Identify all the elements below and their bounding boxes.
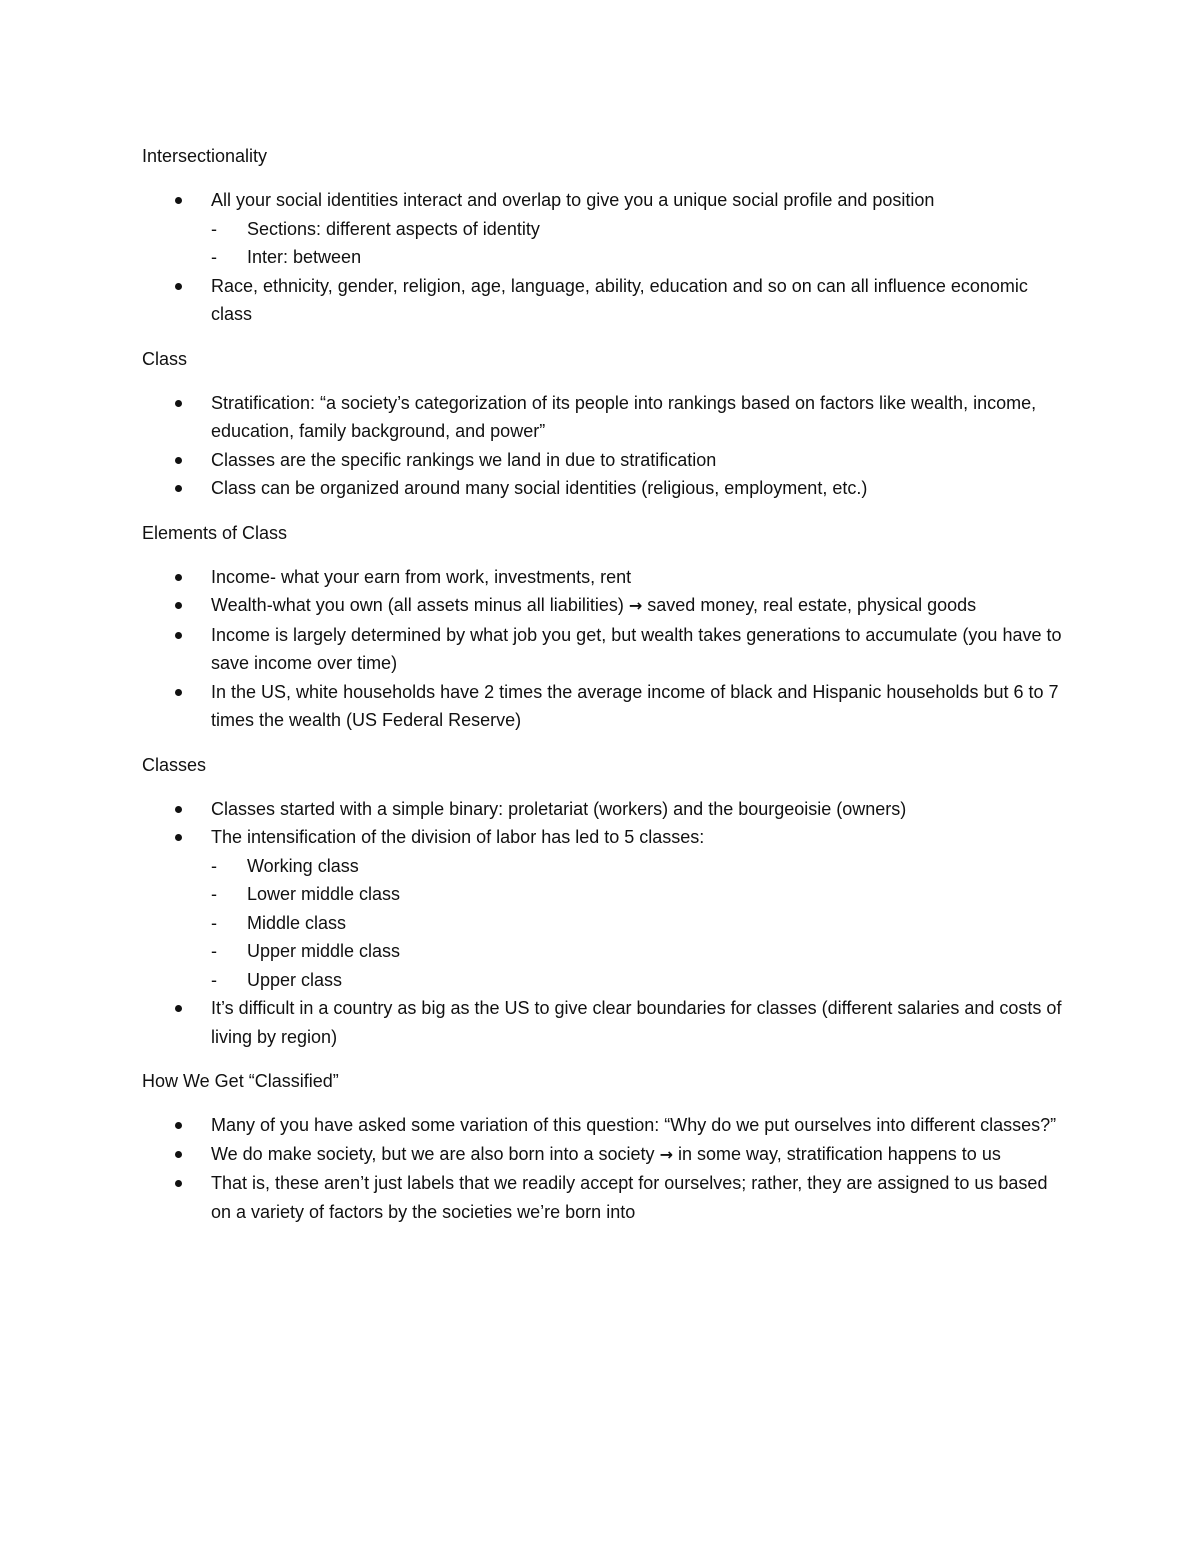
bullet-dot-icon bbox=[175, 400, 182, 407]
bullet-item bbox=[142, 678, 1072, 735]
bullet-list bbox=[142, 186, 1072, 329]
bullet-text-continued: in some way, stratification happens to us bbox=[678, 1143, 1001, 1164]
bullet-text: Wealth-what you own (all assets minus all liabilities) bbox=[211, 595, 624, 615]
bullet-list bbox=[142, 389, 1072, 503]
sub-list bbox=[211, 852, 1072, 995]
dash-icon: - bbox=[211, 969, 217, 990]
dash-icon: - bbox=[211, 912, 217, 933]
bullet-item bbox=[142, 994, 1072, 1051]
bullet-dot-icon bbox=[175, 457, 182, 464]
section-heading: Intersectionality bbox=[142, 146, 268, 166]
sub-item bbox=[211, 880, 1072, 909]
bullet-item bbox=[142, 1111, 1072, 1140]
bullet-dot-icon bbox=[175, 197, 182, 204]
section bbox=[142, 142, 1072, 329]
bullet-item bbox=[142, 186, 1072, 272]
section-heading: Class bbox=[142, 348, 188, 369]
bullet-dot-icon bbox=[175, 602, 182, 609]
bullet-item bbox=[142, 1140, 1072, 1170]
bullet-text: All your social identities interact and overlap to give you a unique social profile and position bbox=[211, 190, 935, 210]
dash-icon: - bbox=[211, 247, 217, 267]
bullet-dot-icon bbox=[175, 834, 182, 841]
bullet-text: Many of you have asked some variation of this question: “Why do we put ourselves into different classes?” bbox=[211, 1115, 1057, 1135]
bullet-dot-icon bbox=[175, 1180, 182, 1187]
sub-item bbox=[211, 215, 1072, 244]
sub-item bbox=[211, 909, 1072, 938]
bullet-item bbox=[142, 446, 1072, 475]
right-arrow-icon: → bbox=[659, 1144, 673, 1164]
bullet-text: Race, ethnicity, gender, religion, age, language, ability, education and so on can all influence economic class bbox=[211, 275, 1028, 324]
bullet-item bbox=[142, 389, 1072, 446]
dash-icon: - bbox=[211, 218, 217, 239]
sub-item-text: Inter: between bbox=[247, 247, 362, 267]
bullet-list bbox=[142, 795, 1072, 1052]
section-heading: How We Get “Classified” bbox=[142, 1071, 339, 1091]
bullet-text: It’s difficult in a country as big as the US to give clear boundaries for classes (different salaries and costs of living by region) bbox=[211, 998, 1062, 1047]
bullet-item bbox=[142, 272, 1072, 329]
bullet-text-continued: saved money, real estate, physical goods bbox=[647, 595, 977, 615]
bullet-list bbox=[142, 1111, 1072, 1226]
sub-list bbox=[211, 215, 1072, 272]
section bbox=[142, 1067, 1072, 1226]
bullet-item bbox=[142, 823, 1072, 994]
section bbox=[142, 519, 1072, 735]
sub-item-text: Lower middle class bbox=[247, 884, 401, 904]
bullet-dot-icon bbox=[175, 632, 182, 639]
bullet-text: Class can be organized around many social identities (religious, employment, etc.) bbox=[211, 478, 868, 498]
bullet-item bbox=[142, 621, 1072, 678]
sub-item bbox=[211, 966, 1072, 995]
bullet-text: The intensification of the division of labor has led to 5 classes: bbox=[211, 827, 705, 847]
document-body bbox=[142, 142, 1072, 1242]
bullet-item bbox=[142, 474, 1072, 503]
bullet-dot-icon bbox=[175, 1151, 182, 1158]
dash-icon: - bbox=[211, 855, 217, 876]
sub-item-text: Middle class bbox=[247, 912, 347, 933]
right-arrow-icon: → bbox=[628, 596, 643, 615]
bullet-dot-icon bbox=[175, 485, 182, 492]
bullet-text: Classes started with a simple binary: proletariat (workers) and the bourgeoisie (owners) bbox=[211, 798, 907, 819]
bullet-dot-icon bbox=[175, 806, 182, 813]
bullet-dot-icon bbox=[175, 689, 182, 696]
section bbox=[142, 751, 1072, 1052]
sub-item-text: Working class bbox=[247, 855, 359, 876]
sub-item-text: Sections: different aspects of identity bbox=[247, 218, 540, 239]
dash-icon: - bbox=[211, 884, 217, 904]
section-heading: Classes bbox=[142, 754, 207, 775]
section-heading: Elements of Class bbox=[142, 522, 288, 543]
bullet-dot-icon bbox=[175, 1005, 182, 1012]
bullet-text: Income- what your earn from work, investments, rent bbox=[211, 566, 632, 587]
bullet-text: We do make society, but we are also born into a society bbox=[211, 1143, 655, 1164]
section bbox=[142, 345, 1072, 503]
bullet-text: Stratification: “a society’s categorization of its people into rankings based on factors like wealth, income, education, family background, and power” bbox=[211, 392, 1037, 441]
bullet-text: Income is largely determined by what job you get, but wealth takes generations to accumulate (you have to save income over time) bbox=[211, 624, 1062, 673]
bullet-list bbox=[142, 563, 1072, 735]
bullet-text: In the US, white households have 2 times the average income of black and Hispanic households but 6 to 7 times the wealth (US Federal Reserve) bbox=[211, 681, 1059, 730]
bullet-item bbox=[142, 795, 1072, 824]
sub-item bbox=[211, 243, 1072, 272]
bullet-dot-icon bbox=[175, 283, 182, 290]
sub-item bbox=[211, 937, 1072, 966]
bullet-item bbox=[142, 1169, 1072, 1226]
bullet-text: Classes are the specific rankings we land in due to stratification bbox=[211, 449, 717, 470]
dash-icon: - bbox=[211, 941, 217, 961]
bullet-item bbox=[142, 563, 1072, 592]
bullet-dot-icon bbox=[175, 574, 182, 581]
bullet-item bbox=[142, 591, 1072, 621]
sub-item-text: Upper class bbox=[247, 969, 343, 990]
bullet-dot-icon bbox=[175, 1122, 182, 1129]
sub-item-text: Upper middle class bbox=[247, 941, 401, 961]
sub-item bbox=[211, 852, 1072, 881]
bullet-text: That is, these aren’t just labels that we readily accept for ourselves; rather, they are assigned to us based on a variety of factors by the societies we’re born into bbox=[211, 1173, 1048, 1222]
